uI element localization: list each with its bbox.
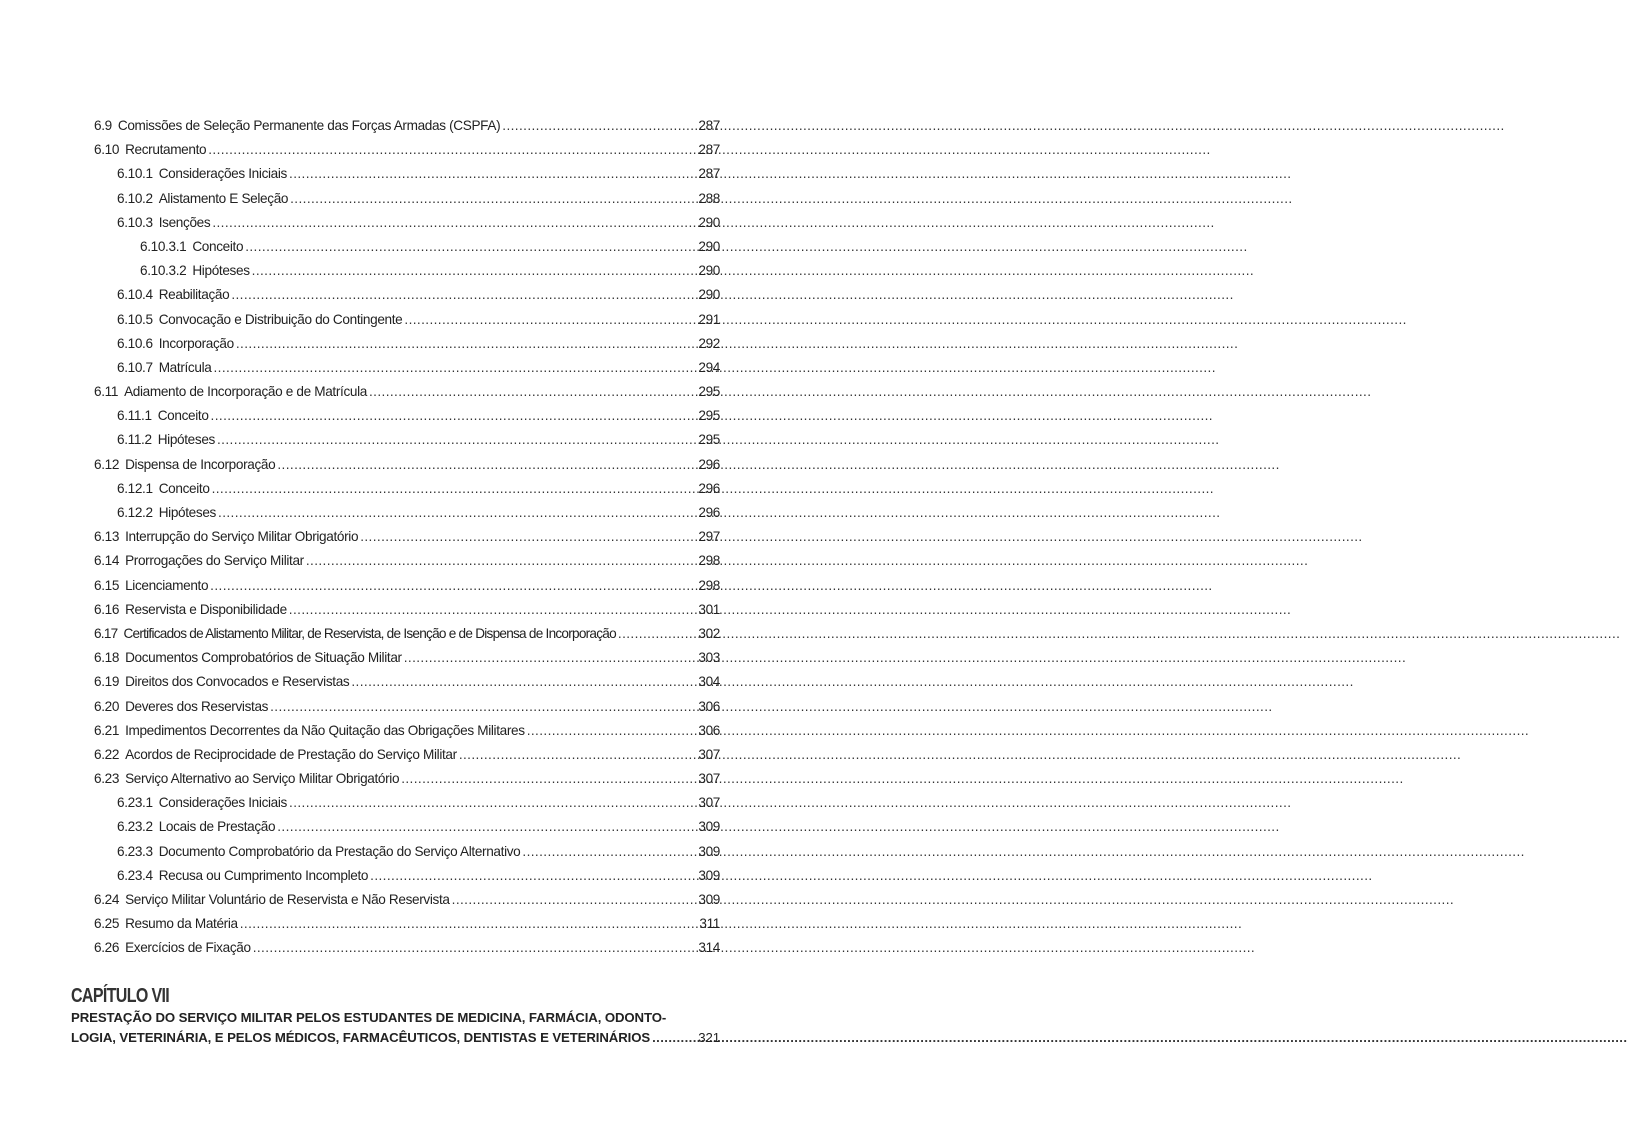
toc-entry-label — [140, 259, 250, 283]
toc-entry-number: 6.10.6 — [117, 335, 153, 351]
toc-entry-title: Convocação e Distribuição do Contingente — [158, 311, 403, 327]
toc-entry-number: 6.9 — [94, 118, 112, 133]
dot-leader — [245, 235, 678, 259]
toc-entry-page-number: 309 — [698, 843, 720, 859]
toc-entry-number: 6.10.3 — [117, 214, 153, 230]
toc-entry-label — [117, 840, 520, 864]
toc-entry-label — [117, 404, 209, 428]
toc-entry-label — [94, 574, 208, 598]
toc-entry-title: Comissões de Seleção Permanente das Forças Armadas (CSPFA) — [117, 118, 501, 133]
dot-leader — [618, 622, 678, 646]
toc-entry-title: Matrícula — [158, 359, 212, 375]
dot-leader — [289, 598, 678, 622]
toc-entry-number: 6.10.7 — [117, 359, 153, 375]
toc-entry-title: Conceito — [157, 408, 209, 424]
toc-entry-page-number: 291 — [698, 311, 720, 327]
dot-leader — [289, 162, 678, 186]
dot-leader — [289, 791, 678, 815]
toc-entry-title: Impedimentos Decorrentes da Não Quitação das Obrigações Militares — [125, 722, 525, 738]
chapter-heading-line-2-row — [71, 1028, 720, 1048]
toc-entry-title: Considerações Iniciais — [158, 166, 288, 182]
toc-entry-page-number: 296 — [698, 480, 720, 496]
toc-entry — [94, 162, 720, 186]
toc-entry-label — [94, 598, 287, 622]
toc-entry-page-number: 309 — [698, 867, 720, 883]
chapter-entry — [71, 984, 720, 1048]
toc-entry-number: 6.12.2 — [117, 505, 153, 520]
dot-leader — [252, 259, 678, 283]
toc-entry-title: Adiamento de Incorporação e de Matrícula — [124, 384, 367, 400]
toc-entry — [94, 670, 720, 694]
dot-leader — [290, 187, 678, 211]
dot-leader — [351, 670, 678, 694]
toc-entry-label — [94, 719, 525, 743]
toc-entry-title: Incorporação — [158, 335, 234, 351]
toc-entry-number: 6.11.1 — [117, 408, 152, 424]
toc-entry-number: 6.10.5 — [117, 311, 153, 327]
toc-entry-label — [117, 791, 287, 815]
toc-entry-title: Locais de Prestação — [158, 819, 276, 835]
toc-entry-number: 6.10.3.1 — [140, 238, 187, 254]
toc-entry-title: Resumo da Matéria — [125, 916, 238, 932]
toc-entry-page-number: 311 — [699, 916, 720, 932]
toc-entry — [94, 719, 720, 743]
dot-leader — [208, 138, 678, 162]
dot-leader — [306, 549, 678, 573]
toc-entry-number: 6.23.2 — [117, 819, 153, 835]
toc-entry-title: Documento Comprobatório da Prestação do Serviço Alternativo — [158, 843, 521, 859]
toc-entry — [94, 138, 720, 162]
toc-entry — [94, 283, 720, 307]
toc-entry — [94, 114, 720, 138]
toc-entry-label — [94, 622, 616, 646]
dot-leader — [527, 719, 678, 743]
toc-entry-label — [117, 283, 229, 307]
toc-entry-page-number: 302 — [698, 625, 720, 641]
toc-entry-label — [94, 114, 500, 138]
toc-entry-title: Serviço Alternativo ao Serviço Militar Obrigatório — [125, 771, 400, 787]
toc-entry — [94, 332, 720, 356]
toc-entry-page-number: 309 — [698, 819, 720, 835]
toc-entry-label — [94, 670, 349, 694]
toc-entry-page-number: 297 — [698, 529, 720, 545]
toc-entry-label — [94, 743, 457, 767]
toc-entry-page-number: 295 — [698, 432, 720, 448]
toc-entry-page-number: 294 — [698, 359, 720, 375]
toc-entry-title: Direitos dos Convocados e Reservistas — [125, 674, 350, 690]
toc-entry-page-number: 304 — [698, 674, 720, 690]
toc-entry-label — [117, 815, 275, 839]
toc-entry-page-number: 301 — [698, 601, 720, 617]
toc-entry-number: 6.23.1 — [117, 795, 153, 811]
toc-entry — [94, 695, 720, 719]
toc-entry-number: 6.23.4 — [117, 867, 153, 883]
toc-entry-number: 6.21 — [94, 722, 120, 738]
toc-entry — [94, 574, 720, 598]
toc-entry-title: Hipóteses — [158, 505, 217, 520]
toc-entry-label — [94, 912, 238, 936]
dot-leader — [212, 211, 678, 235]
toc-entry-number: 6.12.1 — [117, 480, 153, 496]
toc-entry — [94, 211, 720, 235]
toc-entry-page-number: 287 — [698, 166, 720, 182]
toc-entry-page-number: 307 — [698, 746, 720, 762]
toc-entry-page-number: 296 — [698, 456, 720, 472]
toc-entry — [94, 767, 720, 791]
toc-entry — [94, 525, 720, 549]
toc-entry — [94, 864, 720, 888]
toc-entry-page-number: 290 — [698, 263, 720, 279]
dot-leader — [253, 936, 678, 960]
toc-entry-number: 6.22 — [94, 746, 120, 762]
toc-entry — [94, 404, 720, 428]
toc-entry — [94, 259, 720, 283]
toc-entry-page-number: 307 — [698, 771, 720, 787]
toc-entry-label — [94, 888, 450, 912]
toc-entry-title: Deveres dos Reservistas — [125, 698, 269, 714]
chapter-heading-line-2: LOGIA, VETERINÁRIA, E PELOS MÉDICOS, FARMACÊUTICOS, DENTISTAS E VETERINÁRIOS — [71, 1030, 651, 1045]
toc-entry — [94, 549, 720, 573]
toc-entry-number: 6.26 — [94, 940, 120, 956]
toc-entry-title: Prorrogações do Serviço Militar — [125, 553, 304, 569]
toc-entry — [94, 622, 720, 646]
dot-leader — [212, 477, 678, 501]
toc-entry-number: 6.19 — [94, 674, 120, 690]
toc-entry-page-number: 303 — [698, 650, 720, 666]
toc-entry-label — [94, 138, 206, 162]
toc-entry-number: 6.24 — [94, 892, 120, 907]
toc-entry-label — [94, 767, 399, 791]
toc-entry-page-number: 306 — [698, 698, 720, 714]
toc-entry-label — [94, 695, 268, 719]
table-of-contents — [94, 114, 720, 961]
toc-entry-label — [117, 211, 210, 235]
dot-leader — [459, 743, 678, 767]
toc-entry-title: Isenções — [158, 214, 211, 230]
toc-entry-number: 6.10.3.2 — [140, 263, 187, 279]
toc-entry-page-number: 296 — [698, 505, 720, 520]
dot-leader — [502, 114, 678, 138]
toc-entry-label — [117, 162, 287, 186]
toc-entry-label — [117, 332, 234, 356]
toc-entry-title: Alistamento E Seleção — [158, 190, 289, 206]
dot-leader — [652, 1028, 678, 1048]
toc-entry-page-number: 288 — [698, 190, 720, 206]
toc-entry-page-number: 298 — [698, 577, 720, 593]
toc-entry-title: Interrupção do Serviço Militar Obrigatório — [125, 529, 359, 545]
toc-entry-page-number: 290 — [698, 287, 720, 303]
toc-entry-label — [117, 477, 210, 501]
toc-entry — [94, 936, 720, 960]
dot-leader — [370, 864, 678, 888]
dot-leader — [522, 840, 678, 864]
toc-entry — [94, 380, 720, 404]
toc-entry-title: Recrutamento — [125, 142, 207, 158]
toc-entry-page-number: 287 — [698, 142, 720, 158]
toc-entry-page-number: 287 — [698, 118, 720, 133]
toc-entry-page-number: 290 — [698, 238, 720, 254]
toc-entry — [94, 235, 720, 259]
toc-entry-label — [94, 936, 251, 960]
toc-entry-title: Dispensa de Incorporação — [125, 456, 276, 472]
toc-entry-page-number: 314 — [698, 940, 720, 956]
toc-entry-number: 6.10.1 — [117, 166, 153, 182]
toc-entry-title: Reservista e Disponibilidade — [125, 601, 287, 617]
toc-entry-number: 6.25 — [94, 916, 120, 932]
dot-leader — [360, 525, 678, 549]
chapter-heading-line-1: PRESTAÇÃO DO SERVIÇO MILITAR PELOS ESTUDANTES DE MEDICINA, FARMÁCIA, ODONTO- — [71, 1010, 667, 1025]
toc-entry — [94, 840, 720, 864]
dot-leader — [404, 646, 678, 670]
toc-entry-number: 6.10.2 — [117, 190, 153, 206]
toc-entry-label — [117, 501, 216, 525]
toc-entry-label — [117, 428, 215, 452]
toc-entry-number: 6.11 — [94, 384, 119, 400]
toc-entry-number: 6.16 — [94, 601, 120, 617]
toc-entry-number: 6.17 — [94, 625, 118, 641]
toc-entry-number: 6.10.4 — [117, 287, 153, 303]
dot-leader — [210, 574, 678, 598]
toc-entry-title: Considerações Iniciais — [158, 795, 288, 811]
toc-entry — [94, 501, 720, 525]
dot-leader — [231, 283, 678, 307]
toc-entry-title: Licenciamento — [125, 577, 209, 593]
toc-entry — [94, 598, 720, 622]
toc-entry-number: 6.20 — [94, 698, 120, 714]
dot-leader — [213, 356, 678, 380]
toc-entry — [94, 888, 720, 912]
dot-leader — [369, 380, 678, 404]
toc-entry — [94, 187, 720, 211]
toc-entry-title: Conceito — [158, 480, 210, 496]
toc-entry-label — [117, 864, 368, 888]
toc-entry-label — [94, 646, 402, 670]
toc-entry-number: 6.14 — [94, 553, 120, 569]
dot-leader — [240, 912, 678, 936]
toc-entry — [94, 646, 720, 670]
dot-leader — [401, 767, 678, 791]
dot-leader — [270, 695, 678, 719]
dot-leader — [236, 332, 678, 356]
toc-entry-title: Exercícios de Fixação — [125, 940, 251, 956]
toc-entry — [94, 477, 720, 501]
dot-leader — [217, 428, 678, 452]
toc-entry-page-number: 307 — [698, 795, 720, 811]
toc-entry-page-number: 309 — [698, 892, 720, 907]
toc-entry-title: Conceito — [192, 238, 244, 254]
dot-leader — [452, 888, 678, 912]
toc-entry — [94, 308, 720, 332]
dot-leader — [211, 404, 678, 428]
toc-entry-page-number: 306 — [698, 722, 720, 738]
toc-entry-number: 6.23.3 — [117, 843, 153, 859]
toc-entry-title: Hipóteses — [192, 263, 250, 279]
toc-entry — [94, 428, 720, 452]
toc-entry — [94, 356, 720, 380]
toc-entry-title: Serviço Militar Voluntário de Reservista e Não Reservista — [125, 892, 450, 907]
toc-entry-number: 6.15 — [94, 577, 120, 593]
toc-entry-title: Documentos Comprobatórios de Situação Militar — [125, 650, 402, 666]
toc-entry-label — [94, 549, 304, 573]
dot-leader — [404, 308, 678, 332]
dot-leader — [277, 453, 678, 477]
dot-leader — [277, 815, 678, 839]
toc-entry-title: Recusa ou Cumprimento Incompleto — [158, 867, 369, 883]
toc-entry-number: 6.23 — [94, 771, 120, 787]
dot-leader — [218, 501, 678, 525]
toc-entry-number: 6.18 — [94, 650, 120, 666]
toc-entry-number: 6.10 — [94, 142, 120, 158]
toc-entry — [94, 453, 720, 477]
toc-entry-page-number: 292 — [698, 335, 720, 351]
toc-entry-page-number: 298 — [698, 553, 720, 569]
toc-entry-number: 6.13 — [94, 529, 120, 545]
toc-entry-label — [94, 380, 367, 404]
toc-entry-label — [117, 187, 288, 211]
toc-entry-page-number: 290 — [698, 214, 720, 230]
toc-entry — [94, 743, 720, 767]
toc-entry-title: Hipóteses — [157, 432, 215, 448]
toc-entry-title: Certificados de Alistamento Militar, de Reservista, de Isenção e de Dispensa de Incorporação — [123, 625, 616, 641]
toc-entry-number: 6.12 — [94, 456, 120, 472]
toc-entry — [94, 791, 720, 815]
toc-entry — [94, 912, 720, 936]
toc-entry-page-number: 295 — [698, 408, 720, 424]
toc-entry-label — [140, 235, 243, 259]
chapter-title: CAPÍTULO VII — [71, 985, 170, 1007]
toc-entry-label — [117, 308, 402, 332]
toc-entry-title: Acordos de Reciprocidade de Prestação do Serviço Militar — [125, 746, 457, 762]
toc-entry-label — [94, 453, 275, 477]
toc-entry-page-number: 295 — [698, 384, 720, 400]
toc-entry-title: Reabilitação — [158, 287, 230, 303]
toc-entry-label — [94, 525, 358, 549]
toc-entry-number: 6.11.2 — [117, 432, 152, 448]
toc-entry — [94, 815, 720, 839]
chapter-page-number: 321 — [698, 1030, 720, 1045]
toc-entry-label — [117, 356, 211, 380]
